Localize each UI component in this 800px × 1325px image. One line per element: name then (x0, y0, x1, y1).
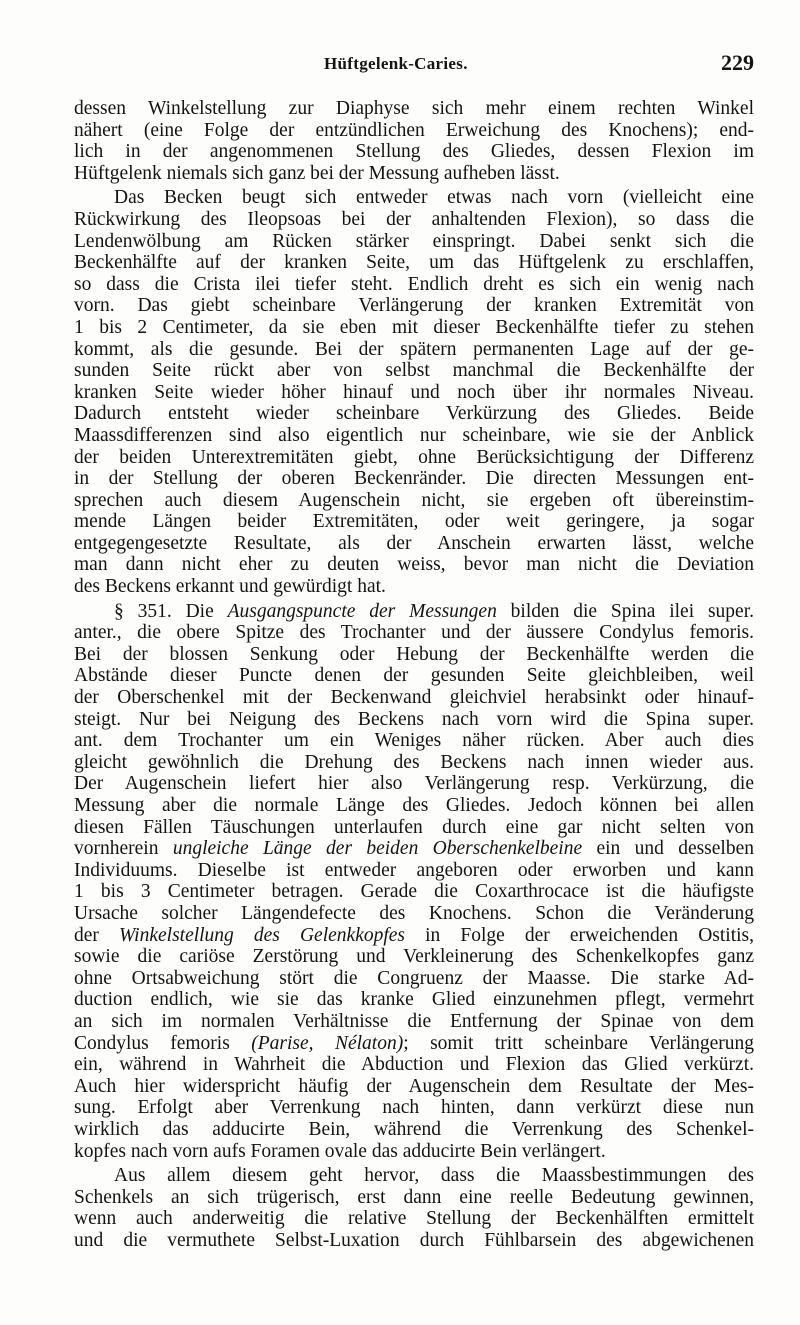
text-line: an sich im normalen Verhältnisse die Entfernung der Spinae von dem (74, 1010, 754, 1032)
text-line: Das Becken beugt sich entweder etwas nach vorn (vielleicht eine (114, 187, 754, 209)
text-line: vorn. Das giebt scheinbare Verlängerung der kranken Extremität von (74, 295, 754, 317)
text-line: diesen Fällen Täuschungen unterlaufen durch eine gar nicht selten von (74, 816, 754, 838)
text-span: § 351. Die (114, 600, 228, 622)
text-line: Beckenhälfte auf der kranken Seite, um das Hüftgelenk zu erschlaffen, (74, 252, 754, 274)
text-line: entgegengesetzte Resultate, als der Anschein erwarten lässt, welche (74, 532, 754, 554)
text-span: ; somit tritt scheinbare Verlängerung (403, 1032, 754, 1054)
text-line: des Beckens erkannt und gewürdigt hat. (74, 576, 386, 598)
text-line: dessen Winkelstellung zur Diaphyse sich mehr einem rechten Winkel (74, 98, 754, 119)
text-line: Bei der blossen Senkung oder Hebung der Beckenhälfte werden die (74, 643, 754, 665)
text-line: Schenkels an sich trügerisch, erst dann eine reelle Bedeutung gewinnen, (74, 1186, 754, 1208)
text-line: mende Längen beider Extremitäten, oder weit geringere, ja sogar (74, 511, 754, 533)
text-line: wirklich das adducirte Bein, während die Verrenkung des Schenkel- (74, 1118, 754, 1140)
text-span: in Folge der erweichenden Ostitis, (405, 924, 755, 946)
text-line: Ursache solcher Längendefecte des Knochens. Schon die Veränderung (74, 902, 754, 924)
text-span: Condylus femoris (74, 1032, 252, 1054)
text-line: duction endlich, wie sie das kranke Glied einzunehmen pflegt, vermehrt (74, 989, 754, 1011)
text-line: Hüftgelenk niemals sich ganz bei der Messung aufheben lässt. (74, 162, 560, 184)
running-head: Hüftgelenk-Caries. (324, 54, 468, 73)
text-line: so dass die Crista ilei tiefer steht. Endlich dreht es sich ein wenig nach (74, 273, 754, 295)
text-line: anter., die obere Spitze des Trochanter und der äussere Condylus femoris. (74, 622, 754, 644)
text-line: steigt. Nur bei Neigung des Beckens nach vorn wird die Spina super. (74, 708, 754, 730)
text-line (74, 838, 754, 860)
page-header (74, 50, 754, 84)
text-line: Maassdifferenzen sind also eigentlich nur scheinbare, wie sie der Anblick (74, 424, 754, 446)
text-line: ohne Ortsabweichung stört die Congruenz der Maasse. Die starke Ad- (74, 967, 754, 989)
text-line: Auch hier widerspricht häufig der Augenschein dem Resultate der Mes- (74, 1075, 754, 1097)
text-span: vornherein (74, 838, 173, 860)
text-line: und die vermuthete Selbst-Luxation durch Fühlbarsein des abgewichenen (74, 1229, 754, 1251)
text-span: bilden die Spina ilei super. (496, 600, 754, 622)
text-line: ant. dem Trochanter um ein Weniges näher rücken. Aber auch dies (74, 730, 754, 752)
text-line: sung. Erfolgt aber Verrenkung nach hinten, dann verkürzt diese nun (74, 1097, 754, 1119)
body-text (74, 98, 754, 1251)
text-line (74, 1033, 754, 1055)
text-line: Aus allem diesem geht hervor, dass die Maassbestimmungen des (114, 1165, 754, 1187)
text-span: ein und desselben (582, 838, 754, 860)
text-line: sunden Seite rückt aber von selbst manchmal die Beckenhälfte der (74, 360, 754, 382)
text-line: ein, während in Wahrheit die Abduction und Flexion das Glied verkürzt. (74, 1054, 754, 1076)
italic-phrase: (Parise, Nélaton) (251, 1032, 404, 1054)
text-line: Der Augenschein liefert hier also Verlängerung resp. Verkürzung, die (74, 773, 754, 795)
text-line: lich in der angenommenen Stellung des Gliedes, dessen Flexion im (74, 141, 754, 163)
italic-phrase: Ausgangspuncte der Messungen (227, 600, 497, 622)
text-line: in der Stellung der oberen Beckenränder. Die directen Messungen ent- (74, 468, 754, 490)
text-line: der beiden Unterextremitäten giebt, ohne Berücksichtigung der Differenz (74, 446, 754, 468)
italic-phrase: Winkelstellung des Gelenkkopfes (119, 924, 406, 946)
text-line: kommt, als die gesunde. Bei der spätern permanenten Lage auf der ge- (74, 338, 754, 360)
text-line: Lendenwölbung am Rücken stärker einspringt. Dabei senkt sich die (74, 230, 754, 252)
text-line: kranken Seite wieder höher hinauf und noch über ihr normales Niveau. (74, 381, 754, 403)
text-line: 1 bis 3 Centimeter betragen. Gerade die Coxarthrocace ist die häufigste (74, 881, 754, 903)
text-line: wenn auch anderweitig die relative Stellung der Beckenhälften ermittelt (74, 1208, 754, 1230)
text-line: Abstände dieser Puncte denen der gesunden Seite gleichbleiben, weil (74, 665, 754, 687)
text-line: Rückwirkung des Ileopsoas bei der anhaltenden Flexion), so dass die (74, 208, 754, 230)
text-line: Messung aber die normale Länge des Gliedes. Jedoch können bei allen (74, 795, 754, 816)
text-line: sprechen auch diesem Augenschein nicht, sie ergeben oft übereinstim- (74, 489, 754, 511)
text-line: der Oberschenkel mit der Beckenwand gleichviel herabsinkt oder hinauf- (74, 687, 754, 709)
page-number: 229 (721, 50, 754, 75)
text-span: der (74, 924, 119, 946)
text-line (74, 925, 754, 947)
text-line: man dann nicht eher zu deuten weiss, bevor man nicht die Deviation (74, 554, 754, 576)
text-line: kopfes nach vorn aufs Foramen ovale das adducirte Bein verlängert. (74, 1140, 606, 1162)
text-line (74, 601, 754, 623)
text-line: gleicht gewöhnlich die Drehung des Beckens nach innen wieder aus. (74, 751, 754, 773)
text-line: sowie die cariöse Zerstörung und Verkleinerung des Schenkelkopfes ganz (74, 946, 754, 968)
italic-phrase: ungleiche Länge der beiden Oberschenkelbeine (172, 838, 583, 860)
text-line: 1 bis 2 Centimeter, da sie eben mit dieser Beckenhälfte tiefer zu stehen (74, 316, 754, 338)
text-line: nähert (eine Folge der entzündlichen Erweichung des Knochens); end- (74, 119, 754, 141)
text-line: Individuums. Dieselbe ist entweder angeboren oder erworben und kann (74, 859, 754, 881)
text-line: Dadurch entsteht wieder scheinbare Verkürzung des Gliedes. Beide (74, 403, 754, 425)
